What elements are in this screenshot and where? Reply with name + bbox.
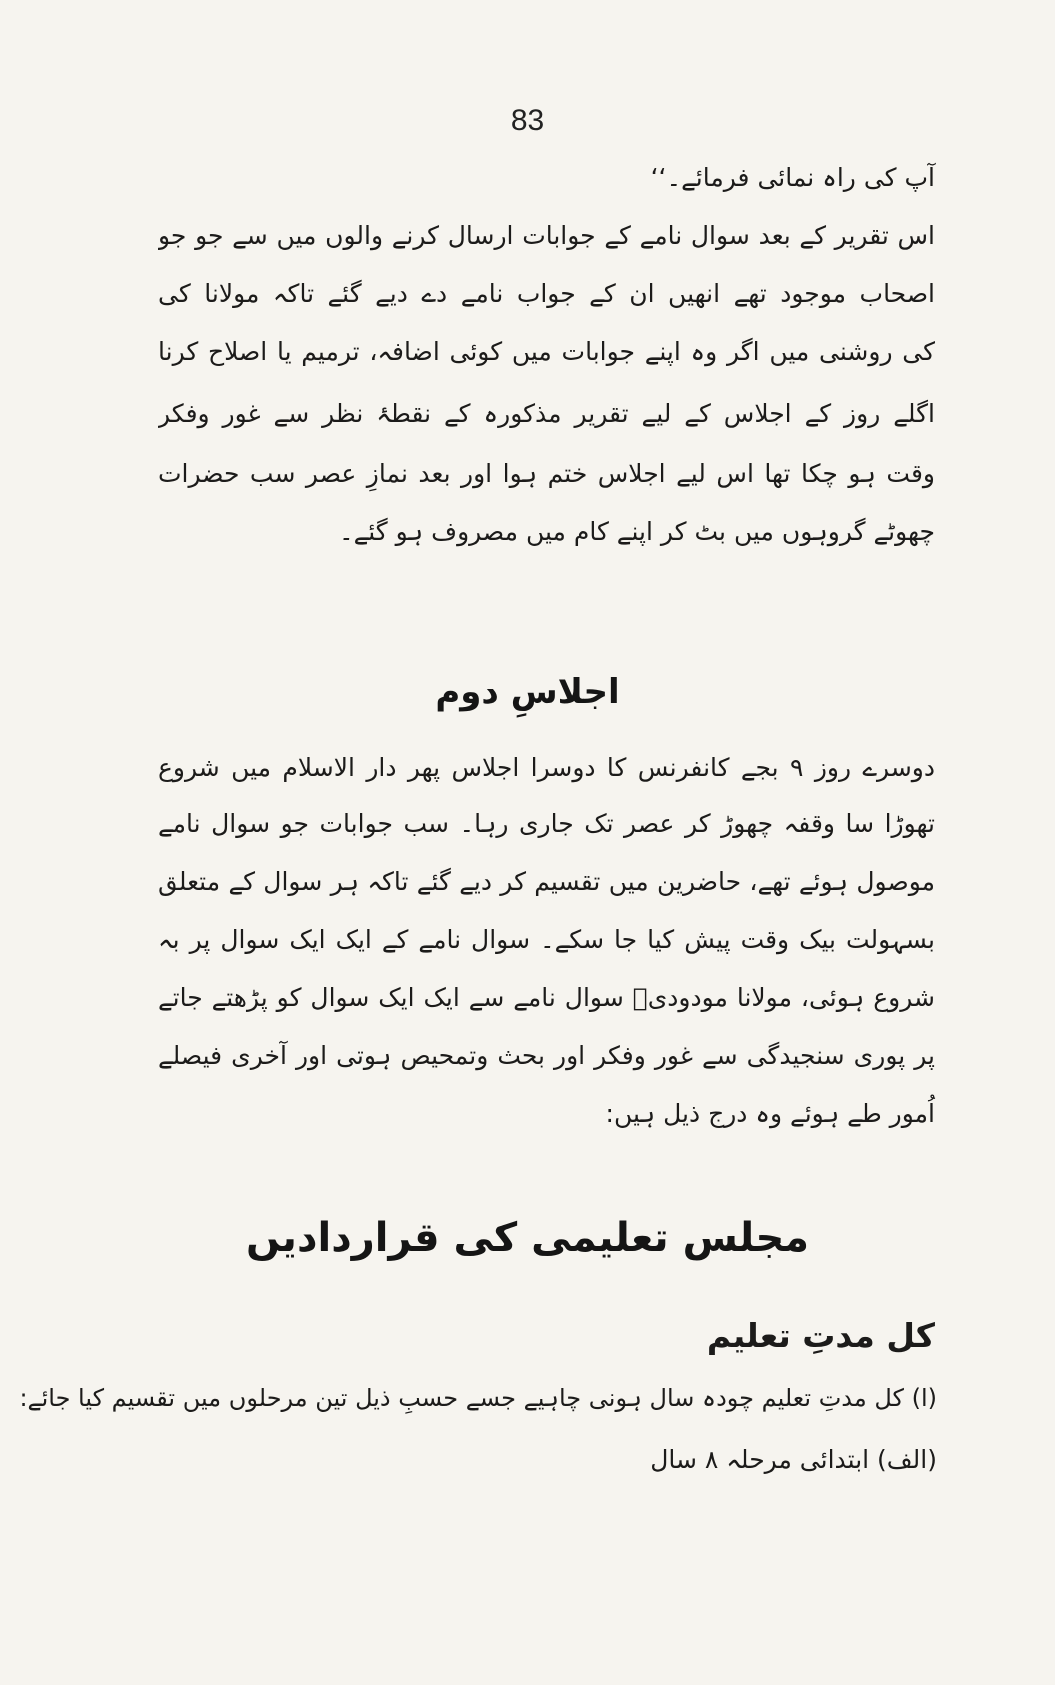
chapter-heading: مجلس تعلیمی کی قراردادیں [245, 1215, 810, 1261]
paragraph-line: دوسرے روز ۹ بجے کانفرنس کا دوسرا اجلاس پھر دار الاسلام میں شروع [158, 753, 935, 782]
paragraph-line: چھوٹے گروہوں میں بٹ کر اپنے کام میں مصروف ہو گئے۔ [338, 517, 935, 546]
section-heading: اجلاسِ دوم [435, 672, 620, 712]
paragraph-line: اُمور طے ہوئے وہ درج ذیل ہیں: [605, 1099, 935, 1128]
paragraph-line: اس تقریر کے بعد سوال نامے کے جوابات ارسال کرنے والوں میں سے جو جو [158, 221, 935, 250]
subheading: کل مدتِ تعلیم [706, 1316, 935, 1355]
paragraph-line: بسہولت بیک وقت پیش کیا جا سکے۔ سوال نامے کے ایک ایک سوال پر بہ [158, 925, 935, 954]
paragraph-line: موصول ہوئے تھے، حاضرین میں تقسیم کر دیے گئے تاکہ ہر سوال کے متعلق [158, 867, 935, 896]
paragraph-line: آپ کی راہ نمائی فرمائے۔‘‘ [650, 163, 935, 192]
paragraph-line: کی روشنی میں اگر وہ اپنے جوابات میں کوئی اضافہ، ترمیم یا اصلاح کرنا [158, 337, 935, 366]
list-item: (الف) ابتدائی مرحلہ ۸ سال [650, 1445, 937, 1474]
page-number: 83 [510, 104, 545, 137]
paragraph-line: تھوڑا سا وقفہ چھوڑ کر عصر تک جاری رہا۔ سب جوابات جو سوال نامے [158, 809, 935, 838]
paragraph-line: پر پوری سنجیدگی سے غور وفکر اور بحث وتمحیص ہوتی اور آخری فیصلے [158, 1041, 935, 1070]
paragraph-line: شروع ہوئی، مولانا مودودیؒ سوال نامے سے ایک ایک سوال کو پڑھتے جاتے [158, 983, 935, 1012]
paragraph-line: اصحاب موجود تھے انھیں ان کے جواب نامے دے دیے گئے تاکہ مولانا کی [158, 279, 935, 308]
list-item: (ا) کل مدتِ تعلیم چودہ سال ہونی چاہیے جسے حسبِ ذیل تین مرحلوں میں تقسیم کیا جائے: [19, 1384, 937, 1412]
paragraph-line: اگلے روز کے اجلاس کے لیے تقریر مذکورہ کے نقطۂ نظر سے غور وفکر [158, 399, 935, 428]
paragraph-line: وقت ہو چکا تھا اس لیے اجلاس ختم ہوا اور بعد نمازِ عصر سب حضرات [158, 459, 935, 488]
